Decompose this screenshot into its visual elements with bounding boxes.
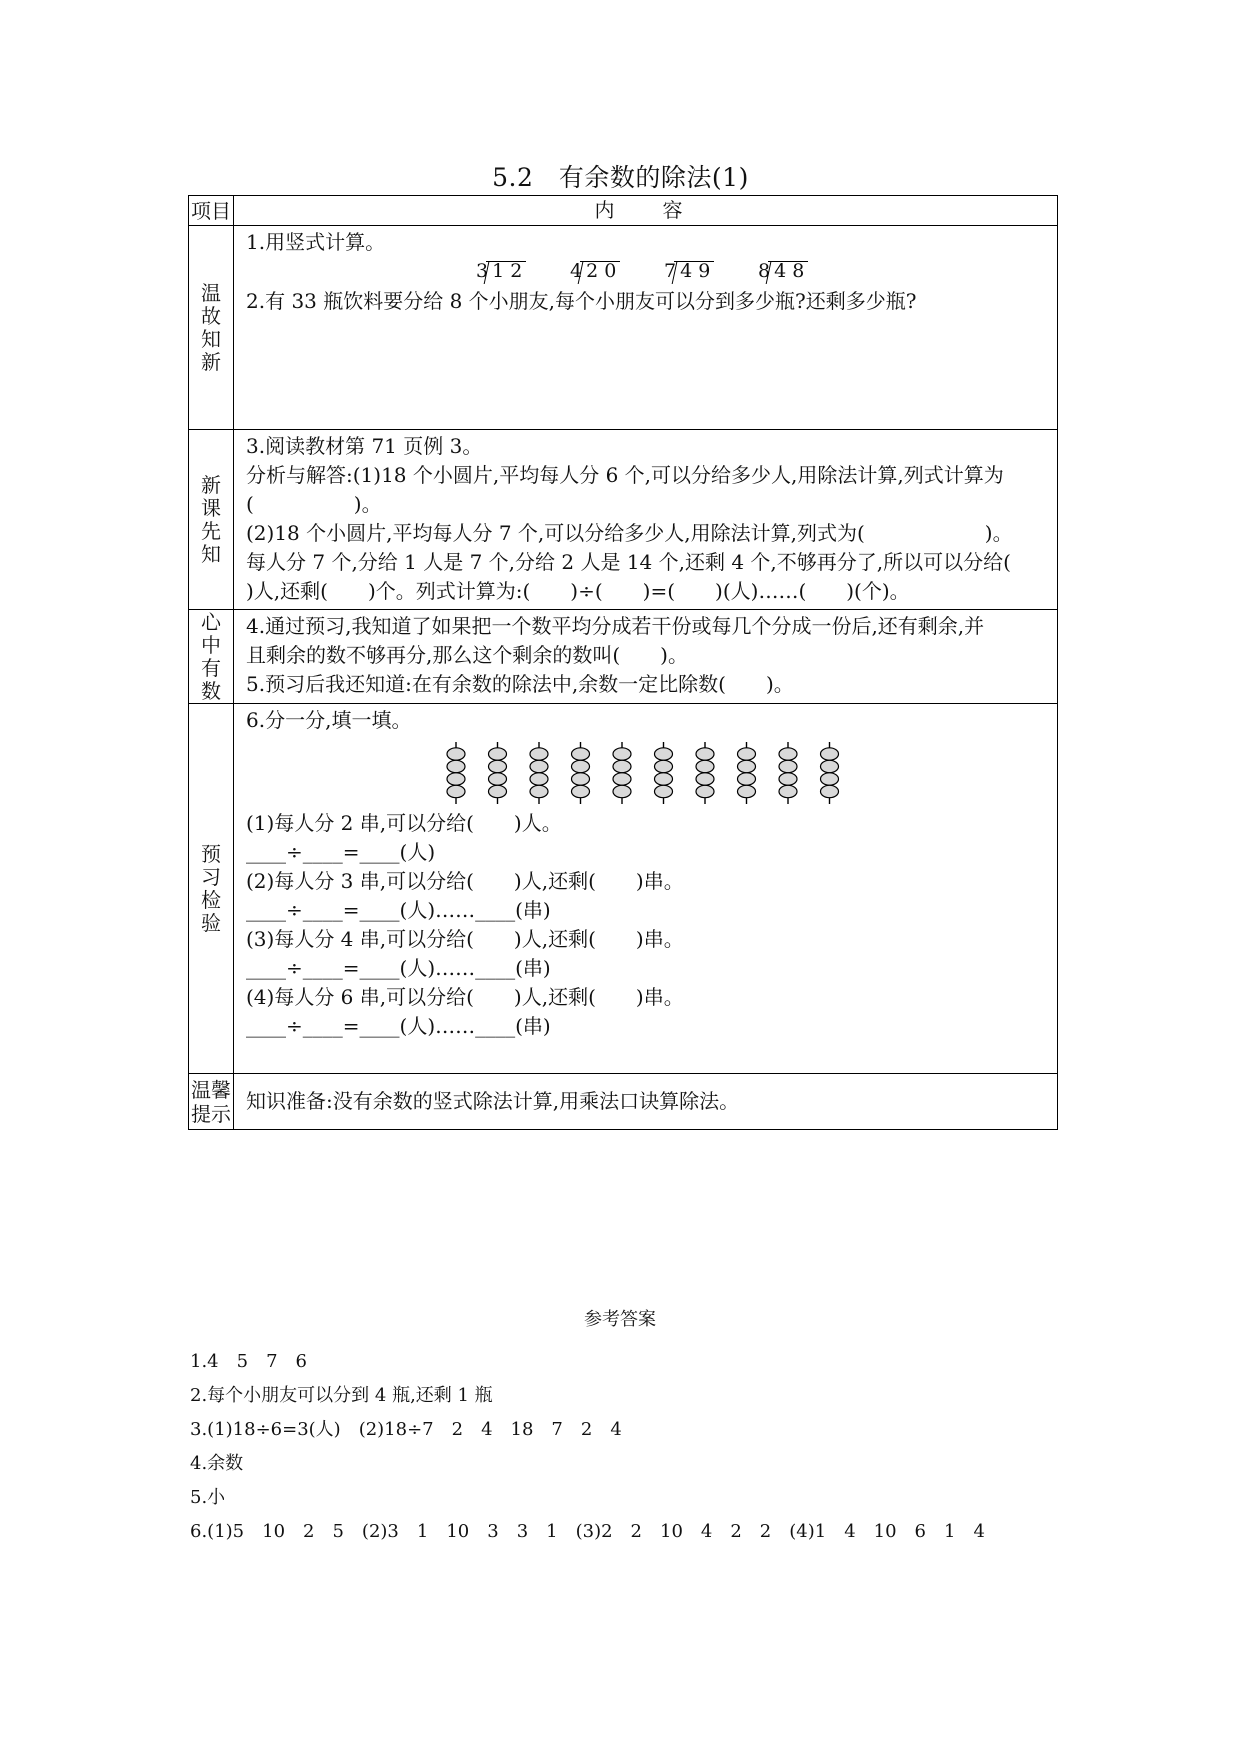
header-content: 内 容 (234, 196, 1058, 226)
skewer-ball (447, 773, 465, 785)
skewer-ball (738, 748, 756, 760)
skewer (655, 742, 673, 804)
question-3-line-4: (2)18 个小圆片,平均每人分 7 个,可以分给多少人,用除法计算,列式为( )。 (246, 521, 1013, 545)
skewer (779, 742, 797, 804)
section-label-tips: 温馨提示 (191, 1077, 231, 1126)
section-practice (189, 704, 1058, 1074)
skewer-ball (779, 748, 797, 760)
skewer-ball (613, 760, 631, 772)
question-3-line-2: 分析与解答:(1)18 个小圆片,平均每人分 6 个,可以分给多少人,用除法计算,列式计算为 (246, 463, 1004, 487)
divisor-2: 4 (570, 260, 583, 282)
question-1: 1.用竖式计算。 (246, 230, 386, 254)
dividend-2: 2 0 (586, 260, 617, 282)
long-division-3 (664, 257, 710, 286)
skewer-ball (572, 760, 590, 772)
answer-heading: 参考答案 (584, 1309, 656, 1330)
answer-key (190, 1305, 1050, 1549)
section-preview (189, 430, 1058, 610)
skewer-ball (489, 785, 507, 797)
question-4-line-1: 4.通过预习,我知道了如果把一个数平均分成若干份或每几个分成一份后,还有剩余,并 (246, 614, 985, 638)
practice-item-4-formula: ____÷____=____(人)……____(串) (246, 1014, 551, 1038)
skewer-ball (572, 773, 590, 785)
question-6: 6.分一分,填一填。 (246, 708, 412, 732)
answer-line: 6.(1)5 10 2 5 (2)3 1 10 3 3 1 (3)2 2 10 4 2 2 (4)1 4 10 6 1 4 (190, 1521, 985, 1542)
skewer-ball (613, 748, 631, 760)
skewer-ball (572, 748, 590, 760)
question-3-line-5: 每人分 7 个,分给 1 人是 7 个,分给 2 人是 14 个,还剩 4 个,不够再分了,所以可以分给( (246, 550, 1011, 574)
skewer-ball (530, 773, 548, 785)
skewer-ball (779, 785, 797, 797)
question-3-line-3: ( )。 (246, 492, 382, 516)
skewer-ball (655, 748, 673, 760)
skewer-ball (489, 760, 507, 772)
skewer-ball (613, 773, 631, 785)
question-2: 2.有 33 瓶饮料要分给 8 个小朋友,每个小朋友可以分到多少瓶?还剩多少瓶? (246, 289, 917, 313)
practice-item-1-question: (1)每人分 2 串,可以分给( )人。 (246, 811, 562, 835)
skewer-ball (821, 760, 839, 772)
dividend-4: 4 8 (774, 260, 805, 282)
question-5: 5.预习后我还知道:在有余数的除法中,余数一定比除数( )。 (246, 672, 794, 696)
skewer-ball (447, 760, 465, 772)
skewer-ball (655, 785, 673, 797)
practice-item-3-formula: ____÷____=____(人)……____(串) (246, 956, 551, 980)
skewer (572, 742, 590, 804)
skewer-ball (489, 748, 507, 760)
skewer (738, 742, 756, 804)
section-label-practice: 预习检验 (201, 841, 221, 935)
skewer-ball (779, 760, 797, 772)
skewer-ball (530, 785, 548, 797)
table-header-row (189, 196, 1058, 226)
skewer-ball (572, 785, 590, 797)
skewer-ball (655, 760, 673, 772)
worksheet-table (188, 195, 1058, 1130)
tips-text: 知识准备:没有余数的竖式除法计算,用乘法口诀算除法。 (246, 1089, 740, 1113)
long-division-2 (570, 257, 616, 286)
question-3-line-6: )人,还剩( )个。列式计算为:( )÷( )=( )(人)……( )(个)。 (246, 579, 910, 603)
practice-item-2-question: (2)每人分 3 串,可以分给( )人,还剩( )串。 (246, 869, 684, 893)
skewer-ball (447, 785, 465, 797)
header-item: 项目 (189, 196, 234, 226)
skewer (821, 742, 839, 804)
practice-item-1-formula: ____÷____=____(人) (246, 840, 436, 864)
skewer (489, 742, 507, 804)
divisor-3: 7 (664, 260, 677, 282)
long-division-1 (476, 257, 522, 286)
question-3-line-1: 3.阅读教材第 71 页例 3。 (246, 434, 483, 458)
dividend-1: 1 2 (492, 260, 523, 282)
skewer-ball (447, 748, 465, 760)
page-title: 5.2 有余数的除法(1) (492, 163, 749, 192)
section-review (189, 226, 1058, 430)
skewer-ball (696, 760, 714, 772)
skewer (696, 742, 714, 804)
skewer-ball (530, 748, 548, 760)
skewer-ball (696, 773, 714, 785)
skewers-illustration (438, 741, 858, 805)
answer-line: 3.(1)18÷6=3(人) (2)18÷7 2 4 18 7 2 4 (190, 1419, 622, 1440)
section-mind (189, 610, 1058, 704)
skewer-ball (821, 785, 839, 797)
skewer-ball (779, 773, 797, 785)
section-tips (189, 1074, 1058, 1130)
divisor-1: 3 (476, 260, 489, 282)
divisor-4: 8 (758, 260, 771, 282)
skewer-ball (696, 748, 714, 760)
section-label-preview: 新课先知 (201, 472, 221, 566)
skewer-ball (738, 785, 756, 797)
skewer (613, 742, 631, 804)
skewer-ball (530, 760, 548, 772)
practice-item-2-formula: ____÷____=____(人)……____(串) (246, 898, 551, 922)
dividend-3: 4 9 (680, 260, 711, 282)
answer-line: 1.4 5 7 6 (190, 1351, 307, 1372)
question-4-line-2: 且剩余的数不够再分,那么这个剩余的数叫( )。 (246, 643, 688, 667)
answer-line: 4.余数 (190, 1453, 244, 1474)
answer-line: 5.小 (190, 1487, 226, 1508)
long-division-4 (758, 257, 804, 286)
skewer-ball (738, 773, 756, 785)
practice-item-3-question: (3)每人分 4 串,可以分给( )人,还剩( )串。 (246, 927, 684, 951)
long-division-row (246, 257, 1051, 287)
answer-line: 2.每个小朋友可以分到 4 瓶,还剩 1 瓶 (190, 1385, 493, 1406)
skewer-ball (821, 773, 839, 785)
skewer-ball (489, 773, 507, 785)
skewer-ball (655, 773, 673, 785)
skewer (530, 742, 548, 804)
section-label-mind: 心中有数 (201, 609, 221, 703)
skewer-ball (738, 760, 756, 772)
section-label-review: 温故知新 (201, 280, 221, 374)
skewer-ball (696, 785, 714, 797)
skewer (447, 742, 465, 804)
practice-item-4-question: (4)每人分 6 串,可以分给( )人,还剩( )串。 (246, 985, 684, 1009)
skewer-ball (821, 748, 839, 760)
skewer-ball (613, 785, 631, 797)
